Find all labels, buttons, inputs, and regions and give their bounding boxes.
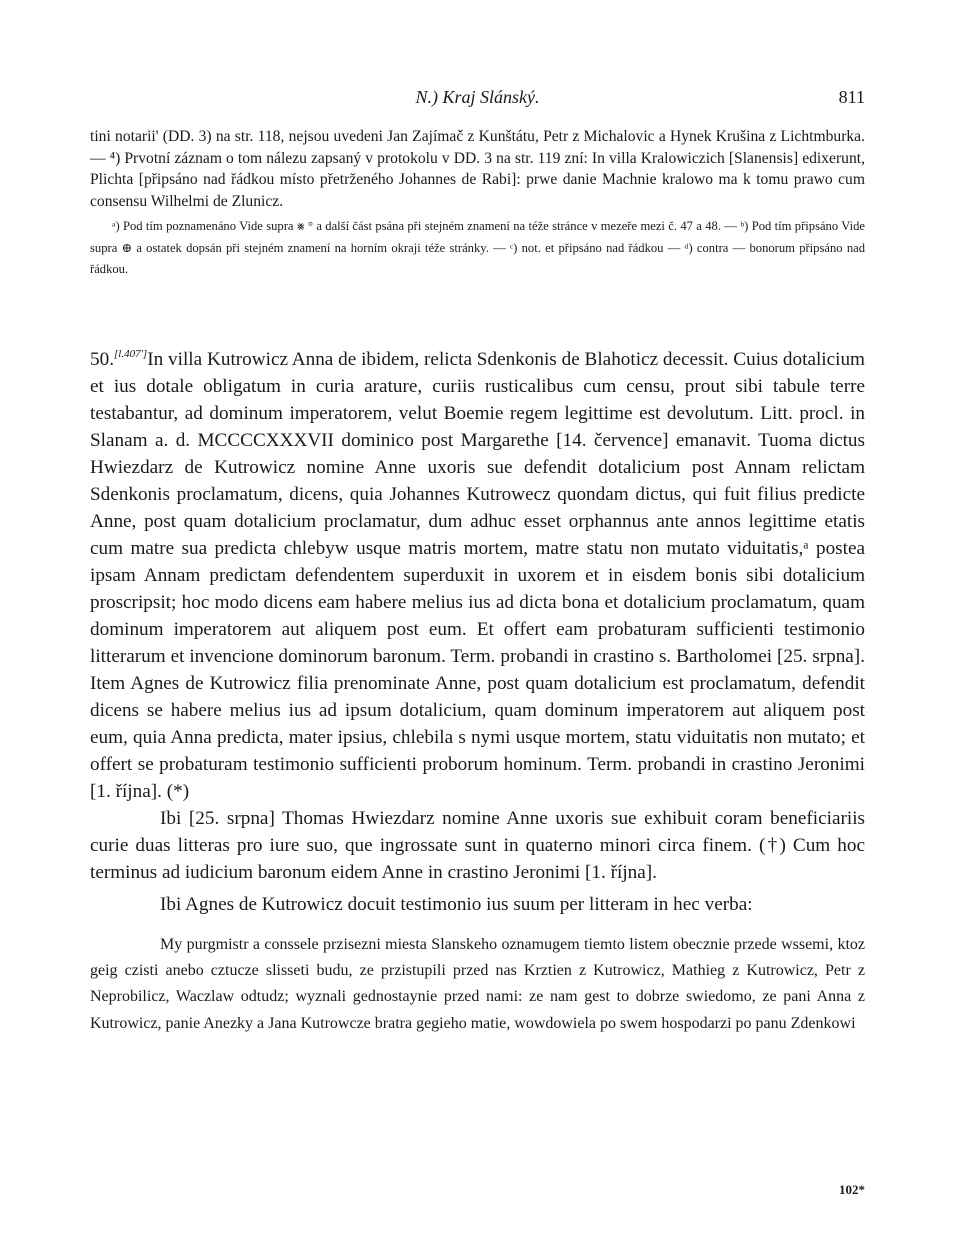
entry-folio-ref: [l.407'] <box>113 348 148 360</box>
charter-text: My purgmistr a conssele przisezni miesta Slanskeho oznamugem tiemto listem obecznie przede wssemi, ktoz geig czisti anebo cztucze slisseti budu, ze przistupili przed nas Krztien z Kutrowicz, Mathieg z Kutrowicz, Petr z Neprobilicz, Waczlaw odtudz; wyznali gednostaynie przed nami: ze nam gest to dobrze swiedomo, ze pani Anna z Kutrowicz, panie Anezky a Jana Kutrowcze bratra gegieho matie, wowdowiela po swem hospodarzi po panu Zdenkowi <box>90 936 865 1032</box>
page-number: 811 <box>838 87 865 107</box>
entry-text: In villa Kutrowicz Anna de ibidem, relicta Sdenkonis de Blahoticz decessit. Cuius dotalicium et ius dotale obligatum in curia arature, curiis rusticalibus cum censu, prout sibi tabule terre testabantur, ad dominum imperatorem, velut Boemie regem legittime est devolutum. Litt. procl. in Slanam a. d. MCCCCXXXVII dominico post Margarethe [14. července] emanavit. Tuoma dictus Hwiezdarz de Kutrowicz nomine Anne uxoris sue defendit dotalicium post Annam relictam Sdenkonis proclamatum, dicens, quia Johannes Kutrowecz quondam dictus, qui fuit filius predicte Anne, post quam dotalicium proclamatur, dum adhuc esset orphannus ante annos legittime etatis cum matre sua predicta chlebyw usque matris mortem, matre statu non mutato viduitatis,ᵃ postea ipsam Annam predictam defendentem superduxit in uxorem et in eisdem bonis sibi dotalicium proscripsit; hoc modo dicens eam habere melius ius ad dicta bona et dotalicium proclamatum, quam dominum imperatorem aut aliquem post eum. Et offert eam probaturam sufficienti testimonio litterarum et invencione dominorum baronum. Term. probandi in crastino s. Bartholomei [25. srpna]. Item Agnes de Kutrowicz filia prenominate Anne, post quam dotalicium est proclamatum, defendit dicens se habere melius ius ad ipsum dotalicium, quam dominum imperatorem aut aliquem post eum, quia Anna predicta, mater ipsius, chlebila s nymi usque mortem, statu viduitatis non mutato; et offert se probaturam testimonio sufficienti proborum hominum. Term. probandi in crastino Jeronimi [1. října]. (*) <box>90 349 865 802</box>
running-title: N.) Kraj Slánský. <box>415 87 540 107</box>
paragraph-3: Ibi Agnes de Kutrowicz docuit testimonio ius suum per litteram in hec verba: <box>160 894 753 915</box>
footnotes-block <box>90 126 865 281</box>
signature-mark: 102* <box>839 1182 865 1197</box>
footnote-sub: ᵃ) Pod tím poznamenáno Vide supra ⨳ ° a další část psána při stejném znamení na téže stránce v mezeře mezi č. 47 a 48. — ᵇ) Pod tím připsáno Vide supra ⊕ a ostatek dopsán při stejném znamení na horním okraji téže stránky. — ᶜ) not. et připsáno nad řádkou — ᵈ) contra — bonorum připsáno nad řádkou. <box>90 219 865 276</box>
entry-number: 50. <box>90 349 114 370</box>
entry-paragraph <box>90 341 865 805</box>
paragraph-2: Ibi [25. srpna] Thomas Hwiezdarz nomine Anne uxoris sue exhibuit coram beneficiariis curie duas litteras pro iure suo, que ingrossate sunt in quaterno minori circa finem. (†) Cum hoc terminus ad iudicium baronum eidem Anne in crastino Jeronimi [1. října]. <box>90 808 865 883</box>
running-head <box>90 84 865 110</box>
footnote-main: tini notarii' (DD. 3) na str. 118, nejsou uvedeni Jan Zajímač z Kunštátu, Petr z Michalovic a Hynek Krušina z Lichtmburka. — ⁴) Prvotní záznam o tom nálezu zapsaný v protokolu v DD. 3 na str. 119 zní: In villa Kralowiczich [Slanensis] edixerunt, Plichta [připsáno nad řádkou místo přetrženého Johannes de Rabi]: prwe danie Machnie kralowo ma k tomu prawo cum consensu Wilhelmi de Zlunicz. <box>90 128 865 210</box>
main-text <box>90 341 865 1037</box>
